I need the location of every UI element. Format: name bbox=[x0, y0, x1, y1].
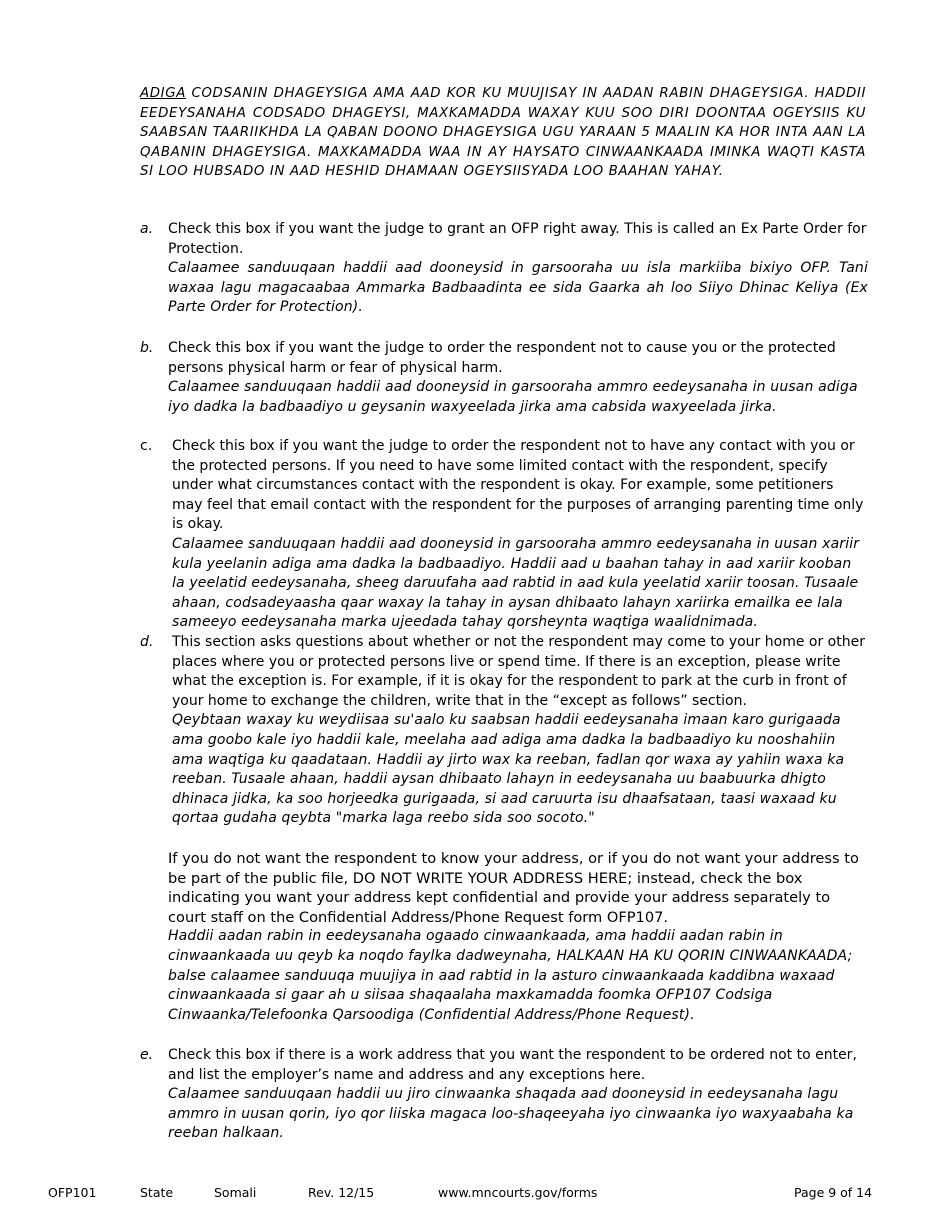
intro-underlined-word: ADIGA bbox=[140, 86, 186, 101]
address-warning-english: If you do not want the respondent to know your address, or if you do not want your address to be part of the public file, DO NOT WRITE YOUR ADDRESS HERE; instead, check the box indicating you want your address kept confidential and provide your address separately to court staff on the Confidential Address/Phone Request form OFP107. bbox=[168, 850, 859, 926]
footer-language: Somali bbox=[214, 1185, 257, 1200]
section-c bbox=[140, 437, 868, 633]
footer-form-number: OFP101 bbox=[48, 1185, 97, 1200]
section-d bbox=[140, 633, 868, 829]
section-a-marker: a. bbox=[140, 221, 154, 237]
footer-revision: Rev. 12/15 bbox=[308, 1185, 375, 1200]
section-a bbox=[140, 220, 868, 318]
section-e bbox=[140, 1046, 868, 1144]
section-b-english: Check this box if you want the judge to order the respondent not to cause you or the protected persons physical harm or fear of physical harm. bbox=[168, 340, 836, 376]
page-footer bbox=[0, 1185, 950, 1205]
footer-state: State bbox=[140, 1185, 174, 1200]
section-c-somali: Calaamee sanduuqaan haddii aad dooneysid in garsooraha ammro eedeysanaha in uusan xariir kula yeelanin adiga ama dadka la badbaadiyo. Haddii aad u baahan tahay in aad xariir kooban la yeelatid eedeysanaha, sheeg daruufaha aad rabtid in aad kula yeelatid xariir toosan. Tusaale ahaan, codsadeyaasha qaar waxay la tahay in aysan dhibaato lahayn xariirka emailka ee lala sameeyo eedeysanaha marka ujeedada tahay qorsheynta waqtiga waalidnimada. bbox=[172, 535, 860, 631]
address-warning-somali: Haddii aadan rabin in eedeysanaha ogaado cinwaankaada, ama haddii aadan rabin in cinwaankaada uu qeyb ka noqdo faylka dadweynaha, HALKAAN HA KU QORIN CINWAANKAADA; balse calaamee sanduuqa muujiya in aad rabtid in la asturo cinwaankaada kaddibna waxaad cinwaankaada si gaar ah u siisaa shaqaalaha maxkamadda foomka OFP107 Codsiga Cinwaanka/Telefoonka Qarsoodiga (Confidential Address/Phone Request). bbox=[168, 928, 853, 1023]
section-b bbox=[140, 339, 868, 417]
intro-notice bbox=[140, 84, 866, 182]
section-d-somali: Qeybtaan waxay ku weydiisaa su'aalo ku saabsan haddii eedeysanaha imaan karo gurigaada ama goobo kale iyo haddii kale, meelaha aad adiga ama dadka la badbaadiyo ku nooshahiin ama waqtiga ku qaadataan. Haddii ay jirto wax ka reeban, fadlan qor waxa ay yahiin waxa ka reeban. Tusaale ahaan, haddii aysan dhibaato lahayn in eedeysanaha uu baabuurka dhigto dhinaca jidka, ka soo horjeedka gurigaada, si aad caruurta isu dhaafsataan, taasi waxaad ku qortaa gudaha qeybta "marka laga reebo sida soo socoto." bbox=[172, 712, 845, 827]
section-e-english: Check this box if there is a work address that you want the respondent to be ordered not to enter, and list the employer’s name and address and any exceptions here. bbox=[168, 1047, 857, 1083]
section-c-english: Check this box if you want the judge to order the respondent not to have any contact with you or the protected persons. If you need to have some limited contact with the respondent, specify under what circumstances contact with the respondent is okay. For example, some petitioners may feel that email contact with the respondent for the purposes of arranging parenting time only is okay. bbox=[172, 438, 864, 533]
footer-url[interactable]: www.mncourts.gov/forms bbox=[438, 1185, 598, 1200]
section-b-somali: Calaamee sanduuqaan haddii aad dooneysid in garsooraha ammro eedeysanaha in uusan adiga iyo dadka la badbaadiyo u geysanin waxyeelada jirka ama cabsida waxyeelada jirka. bbox=[168, 379, 858, 415]
section-e-somali: Calaamee sanduuqaan haddii uu jiro cinwaanka shaqada aad dooneysid in eedeysanaha lagu ammro in uusan qorin, iyo qor liiska magaca loo-shaqeeyaha iyo cinwaanka iyo waxyaabaha ka reeban halkaan. bbox=[168, 1086, 854, 1142]
section-a-somali: Calaamee sanduuqaan haddii aad dooneysid in garsooraha uu isla markiiba bixiyo OFP. Tani waxaa lagu magacaabaa Ammarka Badbaadinta ee sida Gaarka ah loo Siiyo Dhinac Keliya (Ex Parte Order for Protection). bbox=[168, 260, 868, 316]
section-e-marker: e. bbox=[140, 1047, 154, 1063]
section-c-marker: c. bbox=[140, 438, 153, 454]
intro-text: CODSANIN DHAGEYSIGA AMA AAD KOR KU MUUJISAY IN AADAN RABIN DHAGEYSIGA. HADDII EEDEYSANAHA CODSADO DHAGEYSI, MAXKAMADDA WAXAY KUU SOO DIRI DOONTAA OGEYSIIS KU SAABSAN TAARIIKHDA LA QABAN DOONO DHAGEYSIGA UGU YARAAN 5 MAALIN KA HOR INTA AAN LA QABANIN DHAGEYSIGA. MAXKAMADDA WAA IN AY HAYSATO CINWAANKAADA IMINKA WAQTI KASTA SI LOO HUBSADO IN AAD HESHID DHAMAAN OGEYSIISYADA LOO BAAHAN YAHAY. bbox=[140, 86, 867, 180]
section-b-marker: b. bbox=[140, 340, 154, 356]
section-a-english: Check this box if you want the judge to grant an OFP right away. This is called an Ex Parte Order for Protection. bbox=[168, 221, 867, 257]
section-d-marker: d. bbox=[140, 634, 154, 650]
address-warning bbox=[168, 849, 868, 1025]
section-d-english: This section asks questions about whether or not the respondent may come to your home or other places where you or protected persons live or spend time. If there is an exception, please write what the exception is. For example, if it is okay for the respondent to park at the curb in front of your home to exchange the children, write that in the “except as follows” section. bbox=[172, 634, 865, 709]
footer-page-number: Page 9 of 14 bbox=[794, 1185, 873, 1200]
